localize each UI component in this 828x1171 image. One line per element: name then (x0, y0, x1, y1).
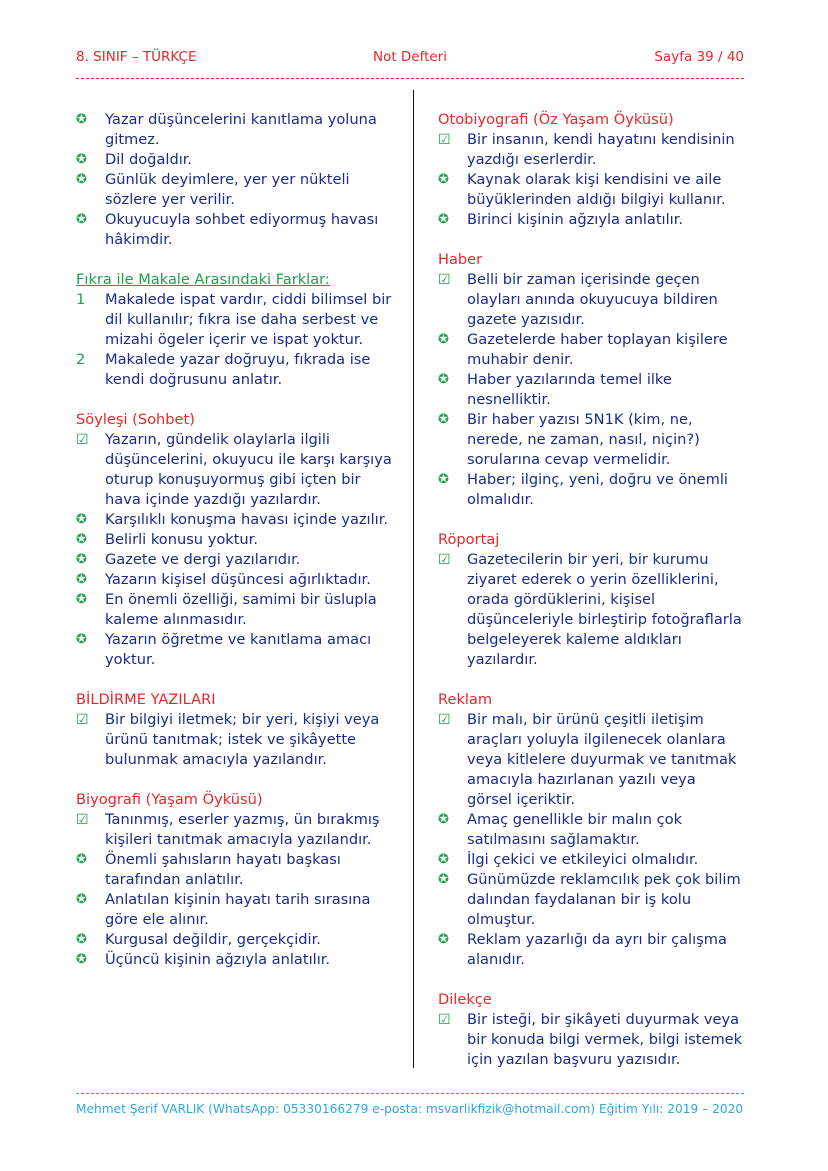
list-item: ✪ Anlatılan kişinin hayatı tarih sırasına göre ele alınır. (76, 891, 371, 928)
otobiyografi-section (438, 110, 744, 230)
section-title: Fıkra ile Makale Arasındaki Farklar: (76, 271, 330, 288)
list-item: ✪ Gazetelerde haber toplayan kişilere muhabir denir. (438, 331, 728, 368)
checkbox-icon: ☑ (76, 812, 89, 828)
star-circle-icon: ✪ (438, 172, 449, 187)
fikra-features-section (76, 110, 394, 250)
definition-item: ☑ Bir isteği, bir şikâyeti duyurmak veya bir konuda bilgi vermek, bilgi istemek için yazılan başvuru yazısıdır. (438, 1011, 743, 1068)
list-item: ✪ Kaynak olarak kişi kendisini ve aile büyüklerinden aldığı bilgiyi kullanır. (438, 171, 726, 208)
list-item: 1 Makalede ispat vardır, ciddi bilimsel bir dil kullanılır; fıkra ise daha serbest ve mizahi ögeler içerir ve ispat yoktur. (76, 291, 392, 348)
list-item: ✪ Önemli şahısların hayatı başkası tarafından anlatılır. (76, 851, 341, 888)
definition-item: ☑ Bir malı, bir ürünü çeşitli iletişim araçları yoluyla ilgilenecek olanlara veya kitlelere duyurmak ve tanıtmak amacıyla hazırlanan yazılı veya görsel içeriktir. (438, 711, 737, 808)
star-circle-icon: ✪ (76, 572, 87, 587)
star-circle-icon: ✪ (438, 932, 449, 947)
haber-section (438, 250, 744, 510)
definition-item: ☑ Tanınmış, eserler yazmış, ün bırakmış kişileri tanıtmak amacıyla yazılandır. (76, 811, 380, 848)
list-item: ✪ Yazarın öğretme ve kanıtlama amacı yoktur. (76, 631, 372, 668)
list-item: ✪ Günümüzde reklamcılık pek çok bilim dalından faydalanan bir iş kolu olmuştur. (438, 871, 741, 928)
section-title: BİLDİRME YAZILARI (76, 691, 216, 708)
star-circle-icon: ✪ (76, 512, 87, 527)
star-circle-icon: ✪ (76, 172, 87, 187)
checkbox-icon: ☑ (438, 1012, 451, 1028)
list-item: ✪ Günlük deyimlere, yer yer nükteli sözlere yer verilir. (76, 171, 350, 208)
item-number: 2 (76, 351, 86, 368)
checkbox-icon: ☑ (438, 712, 451, 728)
section-title: Dilekçe (438, 991, 492, 1008)
star-circle-icon: ✪ (76, 212, 87, 227)
item-number: 1 (76, 291, 86, 308)
list-item: ✪ Karşılıklı konuşma havası içinde yazılır. (76, 511, 389, 528)
checkbox-icon: ☑ (438, 132, 451, 148)
list-item: ✪ Yazarın kişisel düşüncesi ağırlıktadır. (76, 571, 371, 588)
list-item: ✪ Gazete ve dergi yazılarıdır. (76, 551, 301, 568)
list-item: ✪ En önemli özelliği, samimi bir üslupla kaleme alınmasıdır. (76, 591, 377, 628)
star-circle-icon: ✪ (438, 372, 449, 387)
left-column (76, 110, 394, 990)
section-title: Reklam (438, 691, 493, 708)
definition-item: ☑ Bir bilgiyi iletmek; bir yeri, kişiyi veya ürünü tanıtmak; istek ve şikâyette bulunmak amacıyla yazılandır. (76, 711, 380, 768)
star-circle-icon: ✪ (76, 952, 87, 967)
roportaj-section (438, 530, 744, 670)
page-footer: Mehmet Şerif VARLIK (WhatsApp: 05330166279 e-posta: msvarlikfizik@hotmail.com) Eğitim Yılı: 2019 – 2020 (76, 1102, 744, 1116)
class-subject-label: 8. SINIF – TÜRKÇE (76, 49, 197, 65)
list-item: ✪ Haber yazılarında temel ilke nesnelliktir. (438, 371, 672, 408)
list-item: ✪ Birinci kişinin ağzıyla anlatılır. (438, 211, 684, 228)
biyografi-section (76, 790, 394, 970)
star-circle-icon: ✪ (76, 852, 87, 867)
star-circle-icon: ✪ (438, 872, 449, 887)
star-circle-icon: ✪ (76, 112, 87, 127)
definition-item: ☑ Gazetecilerin bir yeri, bir kurumu ziyaret ederek o yerin özelliklerini, orada gördüklerini, kişisel düşünceleriyle birleştirip fotoğraflarla belgeleyerek kaleme aldıkları yazılardır. (438, 551, 742, 668)
list-item: ✪ Amaç genellikle bir malın çok satılmasını sağlamaktır. (438, 811, 683, 848)
definition-item: ☑ Bir insanın, kendi hayatını kendisinin yazdığı eserlerdir. (438, 131, 735, 168)
star-circle-icon: ✪ (438, 412, 449, 427)
page-header (76, 49, 744, 71)
notebook-title: Not Defteri (372, 49, 448, 65)
list-item: ✪ Üçüncü kişinin ağzıyla anlatılır. (76, 951, 331, 968)
list-item: ✪ Belirli konusu yoktur. (76, 531, 258, 548)
section-title: Söyleşi (Sohbet) (76, 411, 195, 428)
header-divider (76, 78, 744, 79)
list-item: ✪ İlgi çekici ve etkileyici olmalıdır. (438, 851, 699, 868)
definition-item: ☑ Belli bir zaman içerisinde geçen olayları anında okuyucuya bildiren gazete yazısıdır. (438, 271, 718, 328)
section-title: Röportaj (438, 531, 500, 548)
soylesi-section (76, 410, 394, 670)
star-circle-icon: ✪ (76, 892, 87, 907)
checkbox-icon: ☑ (76, 432, 89, 448)
list-item: ✪ Haber; ilginç, yeni, doğru ve önemli olmalıdır. (438, 471, 728, 508)
column-divider (413, 90, 414, 1068)
bildirme-section (76, 690, 394, 770)
star-circle-icon: ✪ (438, 472, 449, 487)
checkbox-icon: ☑ (438, 552, 451, 568)
section-title: Biyografi (Yaşam Öyküsü) (76, 791, 263, 808)
list-item: ✪ Kurgusal değildir, gerçekçidir. (76, 931, 321, 948)
list-item: 2 Makalede yazar doğruyu, fıkrada ise kendi doğrusunu anlatır. (76, 351, 371, 388)
star-circle-icon: ✪ (438, 212, 449, 227)
list-item: ✪ Bir haber yazısı 5N1K (kim, ne, nerede, ne zaman, nasıl, niçin?) sorularına cevap vermelidir. (438, 411, 700, 468)
section-title: Haber (438, 251, 483, 268)
star-circle-icon: ✪ (76, 592, 87, 607)
right-column (438, 110, 744, 1090)
checkbox-icon: ☑ (438, 272, 451, 288)
star-circle-icon: ✪ (438, 812, 449, 827)
star-circle-icon: ✪ (438, 852, 449, 867)
star-circle-icon: ✪ (76, 152, 87, 167)
dilekce-section (438, 990, 744, 1070)
star-circle-icon: ✪ (76, 932, 87, 947)
list-item: ✪ Yazar düşüncelerini kanıtlama yoluna gitmez. (76, 111, 377, 148)
section-title: Otobiyografi (Öz Yaşam Öyküsü) (438, 111, 674, 128)
fikra-makale-section (76, 270, 394, 390)
star-circle-icon: ✪ (76, 532, 87, 547)
list-item: ✪ Reklam yazarlığı da ayrı bir çalışma alanıdır. (438, 931, 727, 968)
page-number: Sayfa 39 / 40 (654, 49, 744, 65)
list-item: ✪ Dil doğaldır. (76, 151, 193, 168)
definition-item: ☑ Yazarın, gündelik olaylarla ilgili düşüncelerini, okuyucu ile karşı karşıya oturup konuşuyormuş gibi içten bir hava içinde yazdığı yazılardır. (76, 431, 392, 508)
reklam-section (438, 690, 744, 970)
star-circle-icon: ✪ (76, 632, 87, 647)
checkbox-icon: ☑ (76, 712, 89, 728)
star-circle-icon: ✪ (76, 552, 87, 567)
footer-divider (76, 1093, 744, 1094)
star-circle-icon: ✪ (438, 332, 449, 347)
list-item: ✪ Okuyucuyla sohbet ediyormuş havası hâkimdir. (76, 211, 379, 248)
